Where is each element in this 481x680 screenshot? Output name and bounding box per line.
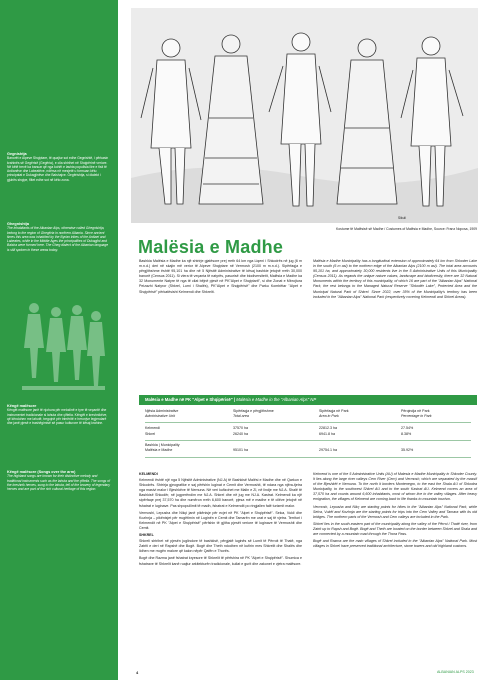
page-number: 4 (136, 670, 139, 675)
intro-english (313, 259, 477, 302)
table-header-cell: Njësia Administrative Administrative Unit (145, 409, 179, 418)
table-cell: 26240 ha (233, 432, 248, 436)
sidebar-block-text: The inhabitants of the Albanian Alps, otherwise called Ghegnishtja, belong to the region of Ghegëria in northern Albania. Since ancient times this area was inhabited by the Illyrian tribes of the Ardiaei and Labeates, while in the Middle Ages the principalities of Dukagjini and Balsha were formed here. The Gheg dialect of the Albanian language is still spoken in these areas today. (7, 226, 109, 252)
section-heading: KELMENDI (139, 472, 158, 476)
table-cell: Bashkia | Municipality Malësia e Madhe (145, 443, 180, 452)
table-header-cell: Sipërfaqja në Park Area in Park (319, 409, 349, 418)
section-text: Vermosh, Lepusha and Nikç are starting points for hikes in the "Albanian Alps" National Park, while Selca, Vukël and Kozhnja are the starting points for trips into the Cem Valley and Tamara with its old bridges. The northern parts of the Vermosh and Cem valleys are included in the Park. (313, 504, 477, 519)
footer-brand: ALBANIAN ALPS 2023 (437, 670, 474, 674)
costumes-drawing (131, 8, 478, 223)
body-albanian (139, 472, 302, 569)
table-cell: 37570 ha (233, 426, 248, 430)
table-cell: 95101 ha (233, 448, 248, 452)
body-english (313, 472, 477, 551)
table-divider (145, 457, 471, 458)
intro-text-sq: Bashkia Malësia e Madhe ka një shtrirje gjatësore prej rreth 64 km nga Liqeni i Shkodrës në jug (6 m m.n.d.) deri në skajin më verior të Alpeve Shqiptare në Vermosh (2100 m m.n.d.). Sipërfaqja e përgjithshme është 95,101 ha dhe në 5 Njësitë Administrative të kësaj bashkie jetojnë rreth 30,000 banorë (Census 2011). Si vlera të veçanta të natyrës, pasurisë dhe biodiversitetit, Malësia e Madhe ka 32 Monumente Natyre të nga të cilat bëjnë pjesë në PK"Alpet e Shqiptarit", si dhe Zonat e Mbrojtura Peizazhi Natyror (Shkrel, Lumi i Shalës), PK"Alpet e Shqipërisë" dhe Parku Kombëtar "Alpet e Shqipërisë" përkatësisht Kelmendi dhe Shkrelit. (139, 259, 302, 294)
table-title-sep: | (232, 397, 237, 402)
sidebar-block-title: Këngë malësore (7, 404, 37, 408)
costumes-illustration (131, 8, 478, 223)
table-cell: 8.38% (401, 432, 412, 436)
table-cell: 27.54% (401, 426, 414, 430)
table-cell: 6941.8 ha (319, 432, 335, 436)
table-header-cell: Sipërfaqja e përgjithshme Total area (233, 409, 274, 418)
table-title (139, 395, 477, 405)
section-heading: SHKREL (139, 533, 154, 538)
sidebar-block (7, 152, 111, 184)
section-text: Kelmendi është një nga 5 Njësitë Administrative (NJ.A) të Bashkisë Malësi e Madhe dhe në Qarkun e Shkodrës. Shtrirja gjeografike e saj përfshin luginat e Cemit dhe Vermoshit, të ndara nga njëra-tjetra nga masivi malor i Bjeshkëve të Nemuna. Në veri kufizohet me Malin e Zi, në lindje me NJ.A. Shalë të Bashkisë Shkodër, në jugperëndim me NJ.A. Shkrel dhe në jug me NJ.A. Kastrat. Kelmendi ka një sipërfaqe prej 37,570 ha dhe numëron rreth 6,600 banorë, pjesa më e madhe e të cilëve jetojnë në fshatrat e luginave. Pas shpopullimit të madh, fshatrat e Kelmendit po ringjallen falë turizmit malor. (139, 478, 302, 508)
sidebar-block-title: Gegnishtja (7, 152, 27, 156)
page-title: Malësia e Madhe (138, 237, 284, 257)
table-cell: Shkrel (145, 432, 156, 436)
folk-dancers-illustration (20, 298, 105, 396)
section-text: Shkreli shtrihet në pjesën juglindore të bashkisë, përgjatë luginës së Lumit të Përroit të Thatë, nga Zatriti e deri në Rapshë dhe Bogë. Bogë dhe Theth ndodhen në kufirin mes Shkrelit dhe Shalës dhe lidhen me rrugën malore që kalon nëpër Qafën e Thorës. (139, 539, 302, 554)
sidebar-block-text: Këngët malësore janë të njohura për melodinë e tyre të veçantë dhe instrumentet tradicionale si lahuta dhe çiftelia. Këngët e kreshnikëve, që këndohen me lahutë, tregojnë për trimëritë e heronjve legjendarë dhe janë pjesë e trashëgimisë së pasur kulturore të kësaj krahine. (7, 408, 108, 426)
section-text: Shkrel lies in the south-eastern part of the municipality along the valley of the Përroi i Thatë river, from Zatrit up to Rapsh and Bogë. Bogë and Theth are located on the border between Shkrel and Shala and are connected by a mountain road through the Thora Pass. (313, 521, 477, 537)
intro-text-en: Malësia e Madhe Municipality has a longitudinal extension of approximately 64 km from Shkoder Lake in the south (6 m asl) to the northern edge of the Albanian Alps (2100 m asl). The total area accounts 95,101 ha, and approximately 30,000 residents live in the 5 Administrative Units of this Municipality (Census 2011). As regards the unique nature values, landscape and biodiversity, there are 32 Natural Monuments within the territory of this municipality, of which 16 are part of the "Albanian Alps" National Park, the rest belongs to the Managed Natural Reserve "Shkodër Lake", Protected Area and the Municipal Natural Park of Shkrel. Since 2022, over 35% of the Municipality's territory has been included in the "Albanian Alps" National Park (respectively covering Kelmendi and Shkrel Areas). (313, 259, 477, 299)
sidebar-block-text: Banorët e Alpeve Shqiptare, të quajtur sot edhe Gegnishtë, i përkasin krahinës së Gegërisë (Gegëria), e cila shtrihet në Shqipërinë veriore. Në këtë trevë ka banuar që nga kohët e lashta popullsia ilire e fisit të Ardianëve dhe Labeatëve, ndërsa në mesjetë u formuan këtu principatat e Dukagjinëve dhe Balshajve. Gegërishtja, si dialekt i gjuhës shqipe, flitet edhe sot në këto zona. (7, 156, 109, 182)
section-text: Kelmend is one of the 5 Administrative Units (AU) of Malesia e Madhe Municipality in Shkoder County. It lies along the large river valleys Cem River (Cem) and Vermosh, which are separated by the massif of the Bjeshkët e Nemuna. To the north it borders Montenegro, to the east the Shala AU of Shkodra Municipality, to the southwest Shkrel AU and to the south Kastrat AU. Kelmend covers an area of 37,570 ha and counts around 6,600 inhabitants, most of whom live in the valley villages. After heavy emigration, the villages of Kelmend are coming back to life thanks to mountain tourism. (313, 472, 477, 502)
table-title-sq: Malësia e Madhe në PK "Alpet e Shqipërisë" (145, 397, 233, 402)
intro-albanian (139, 259, 302, 297)
photo-credit: Sikuli (398, 216, 406, 220)
table-title-en: Malësia e Madhe in the "Albanian Alps" NP (236, 397, 317, 402)
sidebar-block (7, 404, 111, 427)
photo-caption: Kostume të Malësisë së Madhe / Costumes of Malësia e Madhe, Source: Franz Nopcsa, 1909 (336, 227, 477, 231)
section-text: Bogë and Razma are the main villages of Shkrel included in the "Albanian Alps" National Park. Most villages in Shkrel have preserved traditional architecture, stone towers and old highland customs. (313, 539, 477, 549)
table-cell: 35.92% (401, 448, 414, 452)
sidebar-block (7, 222, 111, 254)
section-text: Vermoshi, Lepusha dhe Nikçi janë pikënisje për ecjet në PK "Alpet e Shqipërisë". Selca, Vukli dhe Kozhnja – pikënisjet për rrugëtimin në Luginën e Cemit dhe Tamarën me urat e saj të vjetra. Territori i Kelmendit në PK "Alpet e Shqipërisë" përfshin të gjitha pjesët veriore të luginave të Vermoshit dhe Cemit. (139, 510, 302, 530)
sidebar-block (7, 470, 111, 493)
sidebar-block-title: Këngë malësore (Songs over the arm) (7, 470, 76, 474)
table-cell: 22812.3 ha (319, 426, 337, 430)
section-text: Bogë dhe Razma janë fshatrat kryesore të Shkrelit të përfshira në PK "Alpet e Shqipërisë". Shumica e fshatrave të Shkrelit kanë ruajtur arkitekturën tradicionale, kullat e gurit dhe zakonet e vjetra malësore. (139, 556, 302, 566)
sidebar (0, 0, 118, 680)
table-divider (145, 422, 471, 423)
sidebar-block-title: Ghegnishtja (7, 222, 29, 226)
sidebar-block-text: The highland songs are known for their distinctive melody and traditional instruments such as the lahuta and the çiftelia. The songs of the kreshnik heroes, sung to the lahuta, tell of the bravery of legendary heroes and are part of the rich cultural heritage of this region. (7, 474, 110, 492)
table-cell: Kelmendi (145, 426, 160, 430)
table-divider (145, 440, 471, 441)
table-cell: 29754.1 ha (319, 448, 337, 452)
table-header-cell: Përqindja në Park Percentage in Park (401, 409, 432, 418)
